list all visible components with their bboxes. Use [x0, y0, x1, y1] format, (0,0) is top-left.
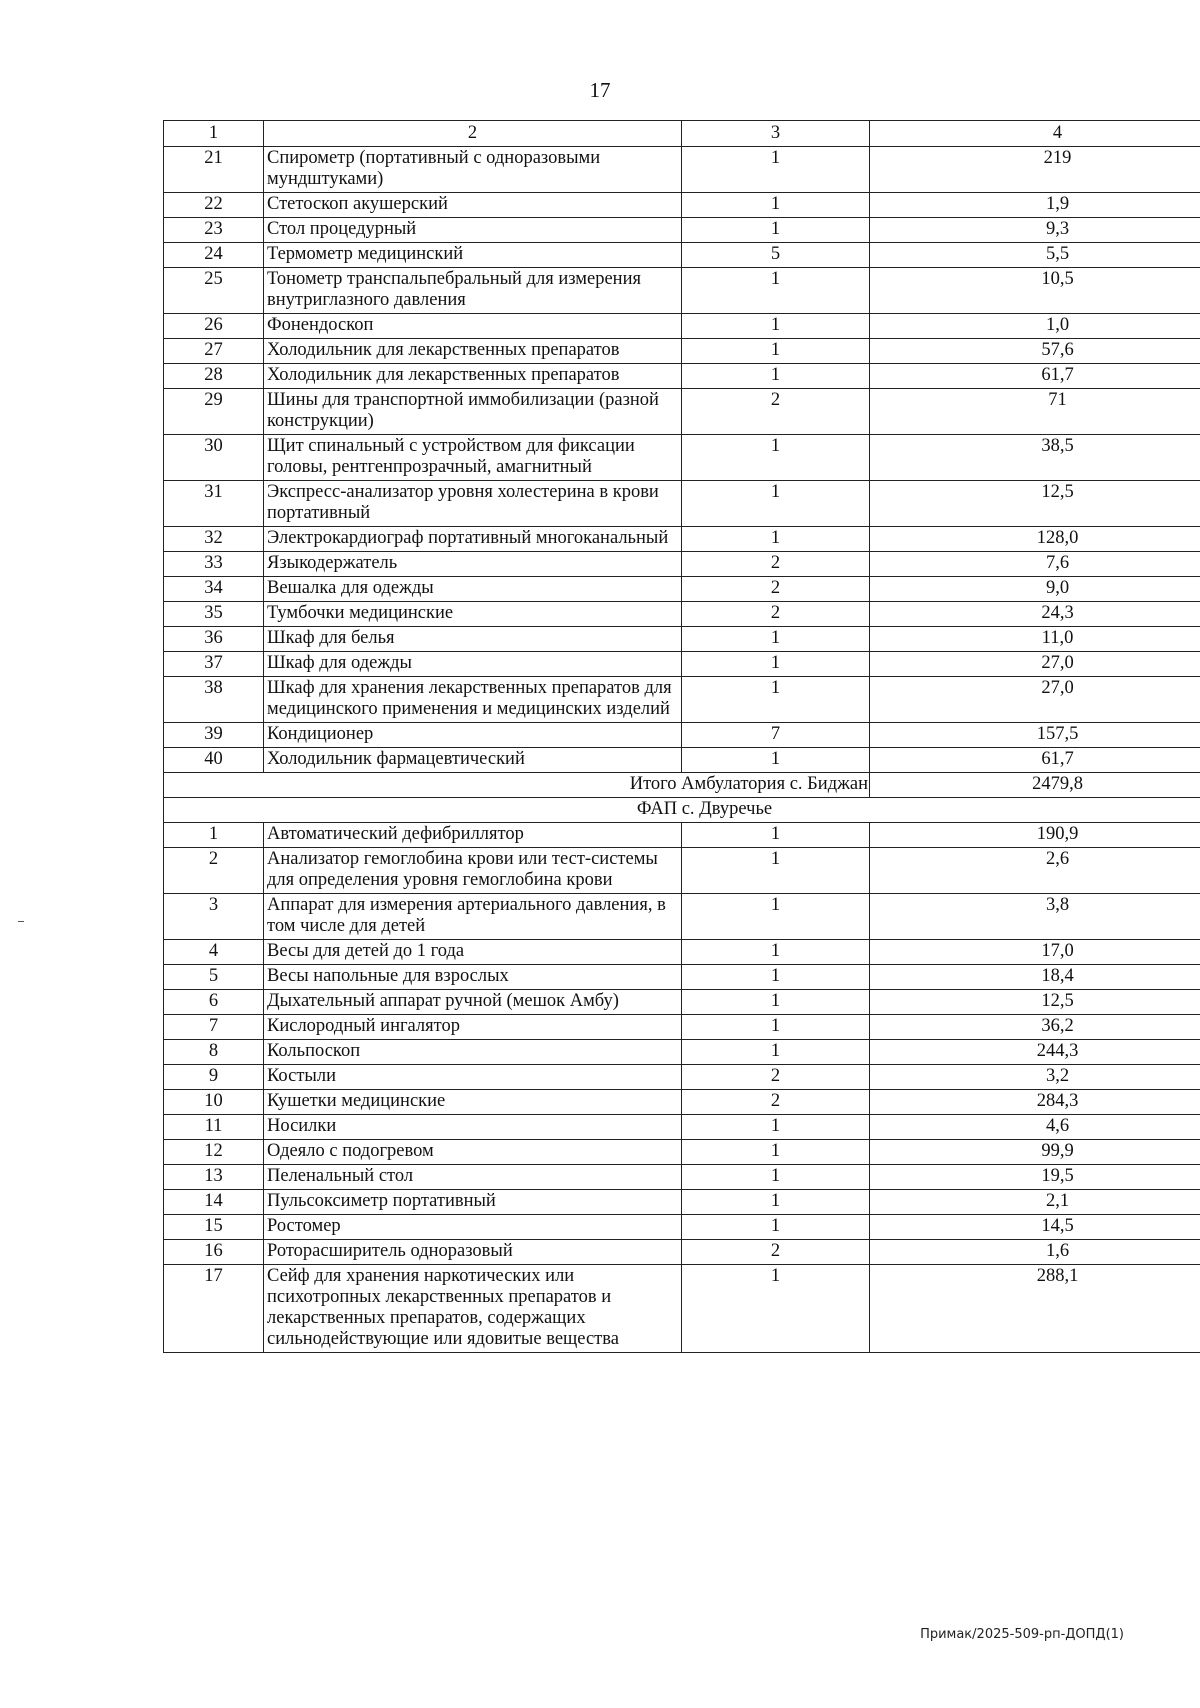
row-item-name: Анализатор гемоглобина крови или тест-системы для определения уровня гемоглобина крови	[264, 848, 682, 894]
row-number: 17	[164, 1265, 264, 1353]
row-number: 9	[164, 1065, 264, 1090]
row-number: 28	[164, 364, 264, 389]
row-item-name: Экспресс-анализатор уровня холестерина в крови портативный	[264, 481, 682, 527]
row-number: 2	[164, 848, 264, 894]
table-row	[164, 848, 1200, 894]
row-quantity: 1	[682, 848, 870, 894]
row-number: 23	[164, 218, 264, 243]
row-price: 5,5	[870, 243, 1200, 268]
row-price: 27,0	[870, 652, 1200, 677]
row-item-name: Шкаф для одежды	[264, 652, 682, 677]
row-number: 5	[164, 965, 264, 990]
table-row	[164, 1090, 1200, 1115]
row-item-name: Пульсоксиметр портативный	[264, 1190, 682, 1215]
row-item-name: Ростомер	[264, 1215, 682, 1240]
total-label: Итого Амбулатория с. Биджан	[164, 773, 870, 798]
row-quantity: 1	[682, 1165, 870, 1190]
table-row	[164, 965, 1200, 990]
row-item-name: Роторасширитель одноразовый	[264, 1240, 682, 1265]
row-price: 244,3	[870, 1040, 1200, 1065]
row-item-name: Одеяло с подогревом	[264, 1140, 682, 1165]
header-col-number: 1	[164, 121, 264, 147]
table-row	[164, 577, 1200, 602]
row-quantity: 2	[682, 1065, 870, 1090]
row-quantity: 1	[682, 1140, 870, 1165]
row-quantity: 1	[682, 314, 870, 339]
row-item-name: Пеленальный стол	[264, 1165, 682, 1190]
row-item-name: Кольпоскоп	[264, 1040, 682, 1065]
document-reference: Примак/2025-509-рп-ДОПД(1)	[920, 1627, 1124, 1642]
row-item-name: Вешалка для одежды	[264, 577, 682, 602]
row-price: 219	[870, 147, 1200, 193]
row-quantity: 1	[682, 1040, 870, 1065]
row-item-name: Сейф для хранения наркотических или психотропных лекарственных препаратов и лекарственных препаратов, содержащих сильнодействующие или ядовитые вещества	[264, 1265, 682, 1353]
row-number: 29	[164, 389, 264, 435]
row-price: 24,3	[870, 602, 1200, 627]
row-number: 13	[164, 1165, 264, 1190]
row-number: 34	[164, 577, 264, 602]
row-number: 7	[164, 1015, 264, 1040]
table-row	[164, 481, 1200, 527]
row-quantity: 2	[682, 577, 870, 602]
total-row	[164, 773, 1200, 798]
row-number: 37	[164, 652, 264, 677]
table-row	[164, 1165, 1200, 1190]
row-price: 9,3	[870, 218, 1200, 243]
row-number: 24	[164, 243, 264, 268]
table-row	[164, 1265, 1200, 1353]
row-price: 2,6	[870, 848, 1200, 894]
row-quantity: 1	[682, 1115, 870, 1140]
row-price: 18,4	[870, 965, 1200, 990]
row-item-name: Носилки	[264, 1115, 682, 1140]
row-price: 10,5	[870, 268, 1200, 314]
row-price: 2,1	[870, 1190, 1200, 1215]
row-quantity: 2	[682, 1240, 870, 1265]
row-number: 16	[164, 1240, 264, 1265]
row-quantity: 1	[682, 1265, 870, 1353]
row-number: 38	[164, 677, 264, 723]
table-row	[164, 243, 1200, 268]
row-item-name: Щит спинальный с устройством для фиксации головы, рентгенпрозрачный, амагнитный	[264, 435, 682, 481]
row-price: 3,2	[870, 1065, 1200, 1090]
row-price: 61,7	[870, 748, 1200, 773]
row-quantity: 1	[682, 1190, 870, 1215]
table-row	[164, 723, 1200, 748]
row-quantity: 7	[682, 723, 870, 748]
row-number: 14	[164, 1190, 264, 1215]
row-item-name: Дыхательный аппарат ручной (мешок Амбу)	[264, 990, 682, 1015]
row-price: 12,5	[870, 990, 1200, 1015]
row-price: 128,0	[870, 527, 1200, 552]
equipment-table	[163, 120, 1200, 1353]
table-row	[164, 1190, 1200, 1215]
row-price: 17,0	[870, 940, 1200, 965]
row-price: 288,1	[870, 1265, 1200, 1353]
table-row	[164, 748, 1200, 773]
row-number: 15	[164, 1215, 264, 1240]
row-price: 99,9	[870, 1140, 1200, 1165]
row-number: 35	[164, 602, 264, 627]
table-row	[164, 435, 1200, 481]
row-quantity: 1	[682, 435, 870, 481]
row-item-name: Фонендоскоп	[264, 314, 682, 339]
row-quantity: 2	[682, 1090, 870, 1115]
row-item-name: Термометр медицинский	[264, 243, 682, 268]
row-item-name: Весы для детей до 1 года	[264, 940, 682, 965]
table-row	[164, 1065, 1200, 1090]
row-number: 36	[164, 627, 264, 652]
table-row	[164, 1140, 1200, 1165]
row-price: 190,9	[870, 823, 1200, 848]
row-quantity: 2	[682, 552, 870, 577]
row-item-name: Тонометр транспальпебральный для измерения внутриглазного давления	[264, 268, 682, 314]
table-row	[164, 268, 1200, 314]
table-row	[164, 1240, 1200, 1265]
row-price: 3,8	[870, 894, 1200, 940]
row-price: 157,5	[870, 723, 1200, 748]
table-row	[164, 894, 1200, 940]
row-quantity: 1	[682, 1215, 870, 1240]
row-number: 1	[164, 823, 264, 848]
total-value: 2479,8	[870, 773, 1200, 798]
row-quantity: 1	[682, 677, 870, 723]
row-quantity: 1	[682, 894, 870, 940]
row-number: 32	[164, 527, 264, 552]
row-item-name: Спирометр (портативный с одноразовыми мундштуками)	[264, 147, 682, 193]
row-item-name: Стол процедурный	[264, 218, 682, 243]
table-row	[164, 193, 1200, 218]
row-price: 1,9	[870, 193, 1200, 218]
row-price: 27,0	[870, 677, 1200, 723]
table-row	[164, 147, 1200, 193]
table-row	[164, 652, 1200, 677]
row-quantity: 1	[682, 364, 870, 389]
row-number: 6	[164, 990, 264, 1015]
row-item-name: Костыли	[264, 1065, 682, 1090]
table-row	[164, 314, 1200, 339]
header-col-price: 4	[870, 121, 1200, 147]
table-row	[164, 1040, 1200, 1065]
table-row	[164, 552, 1200, 577]
row-quantity: 1	[682, 268, 870, 314]
row-quantity: 1	[682, 965, 870, 990]
page-number: 17	[589, 78, 611, 102]
row-number: 22	[164, 193, 264, 218]
table-row	[164, 677, 1200, 723]
row-quantity: 1	[682, 147, 870, 193]
scan-artifact	[18, 921, 24, 922]
row-number: 4	[164, 940, 264, 965]
table-row	[164, 339, 1200, 364]
row-quantity: 1	[682, 527, 870, 552]
row-number: 10	[164, 1090, 264, 1115]
row-number: 25	[164, 268, 264, 314]
row-item-name: Кондиционер	[264, 723, 682, 748]
row-price: 12,5	[870, 481, 1200, 527]
table-row	[164, 940, 1200, 965]
row-price: 1,6	[870, 1240, 1200, 1265]
table-row	[164, 627, 1200, 652]
row-number: 39	[164, 723, 264, 748]
row-price: 14,5	[870, 1215, 1200, 1240]
row-quantity: 2	[682, 602, 870, 627]
table-row	[164, 602, 1200, 627]
row-number: 12	[164, 1140, 264, 1165]
row-item-name: Холодильник для лекарственных препаратов	[264, 364, 682, 389]
row-quantity: 5	[682, 243, 870, 268]
row-price: 1,0	[870, 314, 1200, 339]
row-item-name: Стетоскоп акушерский	[264, 193, 682, 218]
row-quantity: 1	[682, 627, 870, 652]
row-price: 71	[870, 389, 1200, 435]
table-row	[164, 990, 1200, 1015]
row-price: 38,5	[870, 435, 1200, 481]
row-number: 3	[164, 894, 264, 940]
row-item-name: Весы напольные для взрослых	[264, 965, 682, 990]
header-col-quantity: 3	[682, 121, 870, 147]
row-price: 19,5	[870, 1165, 1200, 1190]
row-quantity: 1	[682, 990, 870, 1015]
section-heading-row	[164, 798, 1200, 823]
row-quantity: 1	[682, 481, 870, 527]
row-item-name: Кислородный ингалятор	[264, 1015, 682, 1040]
row-price: 9,0	[870, 577, 1200, 602]
row-item-name: Кушетки медицинские	[264, 1090, 682, 1115]
row-quantity: 1	[682, 193, 870, 218]
row-number: 26	[164, 314, 264, 339]
row-item-name: Языкодержатель	[264, 552, 682, 577]
table-row	[164, 823, 1200, 848]
row-number: 40	[164, 748, 264, 773]
header-col-name: 2	[264, 121, 682, 147]
row-quantity: 1	[682, 940, 870, 965]
row-item-name: Шкаф для белья	[264, 627, 682, 652]
section-title: ФАП с. Двуречье	[164, 798, 1200, 823]
row-item-name: Шкаф для хранения лекарственных препаратов для медицинского применения и медицинских изделий	[264, 677, 682, 723]
row-item-name: Электрокардиограф портативный многоканальный	[264, 527, 682, 552]
row-item-name: Автоматический дефибриллятор	[264, 823, 682, 848]
row-price: 4,6	[870, 1115, 1200, 1140]
table-row	[164, 527, 1200, 552]
row-number: 8	[164, 1040, 264, 1065]
row-quantity: 1	[682, 652, 870, 677]
row-number: 30	[164, 435, 264, 481]
row-quantity: 1	[682, 823, 870, 848]
row-price: 36,2	[870, 1015, 1200, 1040]
row-price: 57,6	[870, 339, 1200, 364]
row-item-name: Шины для транспортной иммобилизации (разной конструкции)	[264, 389, 682, 435]
table-row	[164, 1215, 1200, 1240]
row-number: 33	[164, 552, 264, 577]
row-price: 284,3	[870, 1090, 1200, 1115]
row-item-name: Холодильник для лекарственных препаратов	[264, 339, 682, 364]
row-price: 11,0	[870, 627, 1200, 652]
row-number: 31	[164, 481, 264, 527]
row-quantity: 1	[682, 339, 870, 364]
row-item-name: Холодильник фармацевтический	[264, 748, 682, 773]
row-price: 7,6	[870, 552, 1200, 577]
row-quantity: 1	[682, 218, 870, 243]
row-quantity: 1	[682, 1015, 870, 1040]
row-item-name: Аппарат для измерения артериального давления, в том числе для детей	[264, 894, 682, 940]
table-row	[164, 389, 1200, 435]
table-row	[164, 364, 1200, 389]
row-quantity: 1	[682, 748, 870, 773]
table-row	[164, 1115, 1200, 1140]
table-row	[164, 1015, 1200, 1040]
row-item-name: Тумбочки медицинские	[264, 602, 682, 627]
row-number: 27	[164, 339, 264, 364]
row-quantity: 2	[682, 389, 870, 435]
row-price: 61,7	[870, 364, 1200, 389]
table-row	[164, 218, 1200, 243]
row-number: 11	[164, 1115, 264, 1140]
row-number: 21	[164, 147, 264, 193]
table-header-row	[164, 121, 1200, 147]
